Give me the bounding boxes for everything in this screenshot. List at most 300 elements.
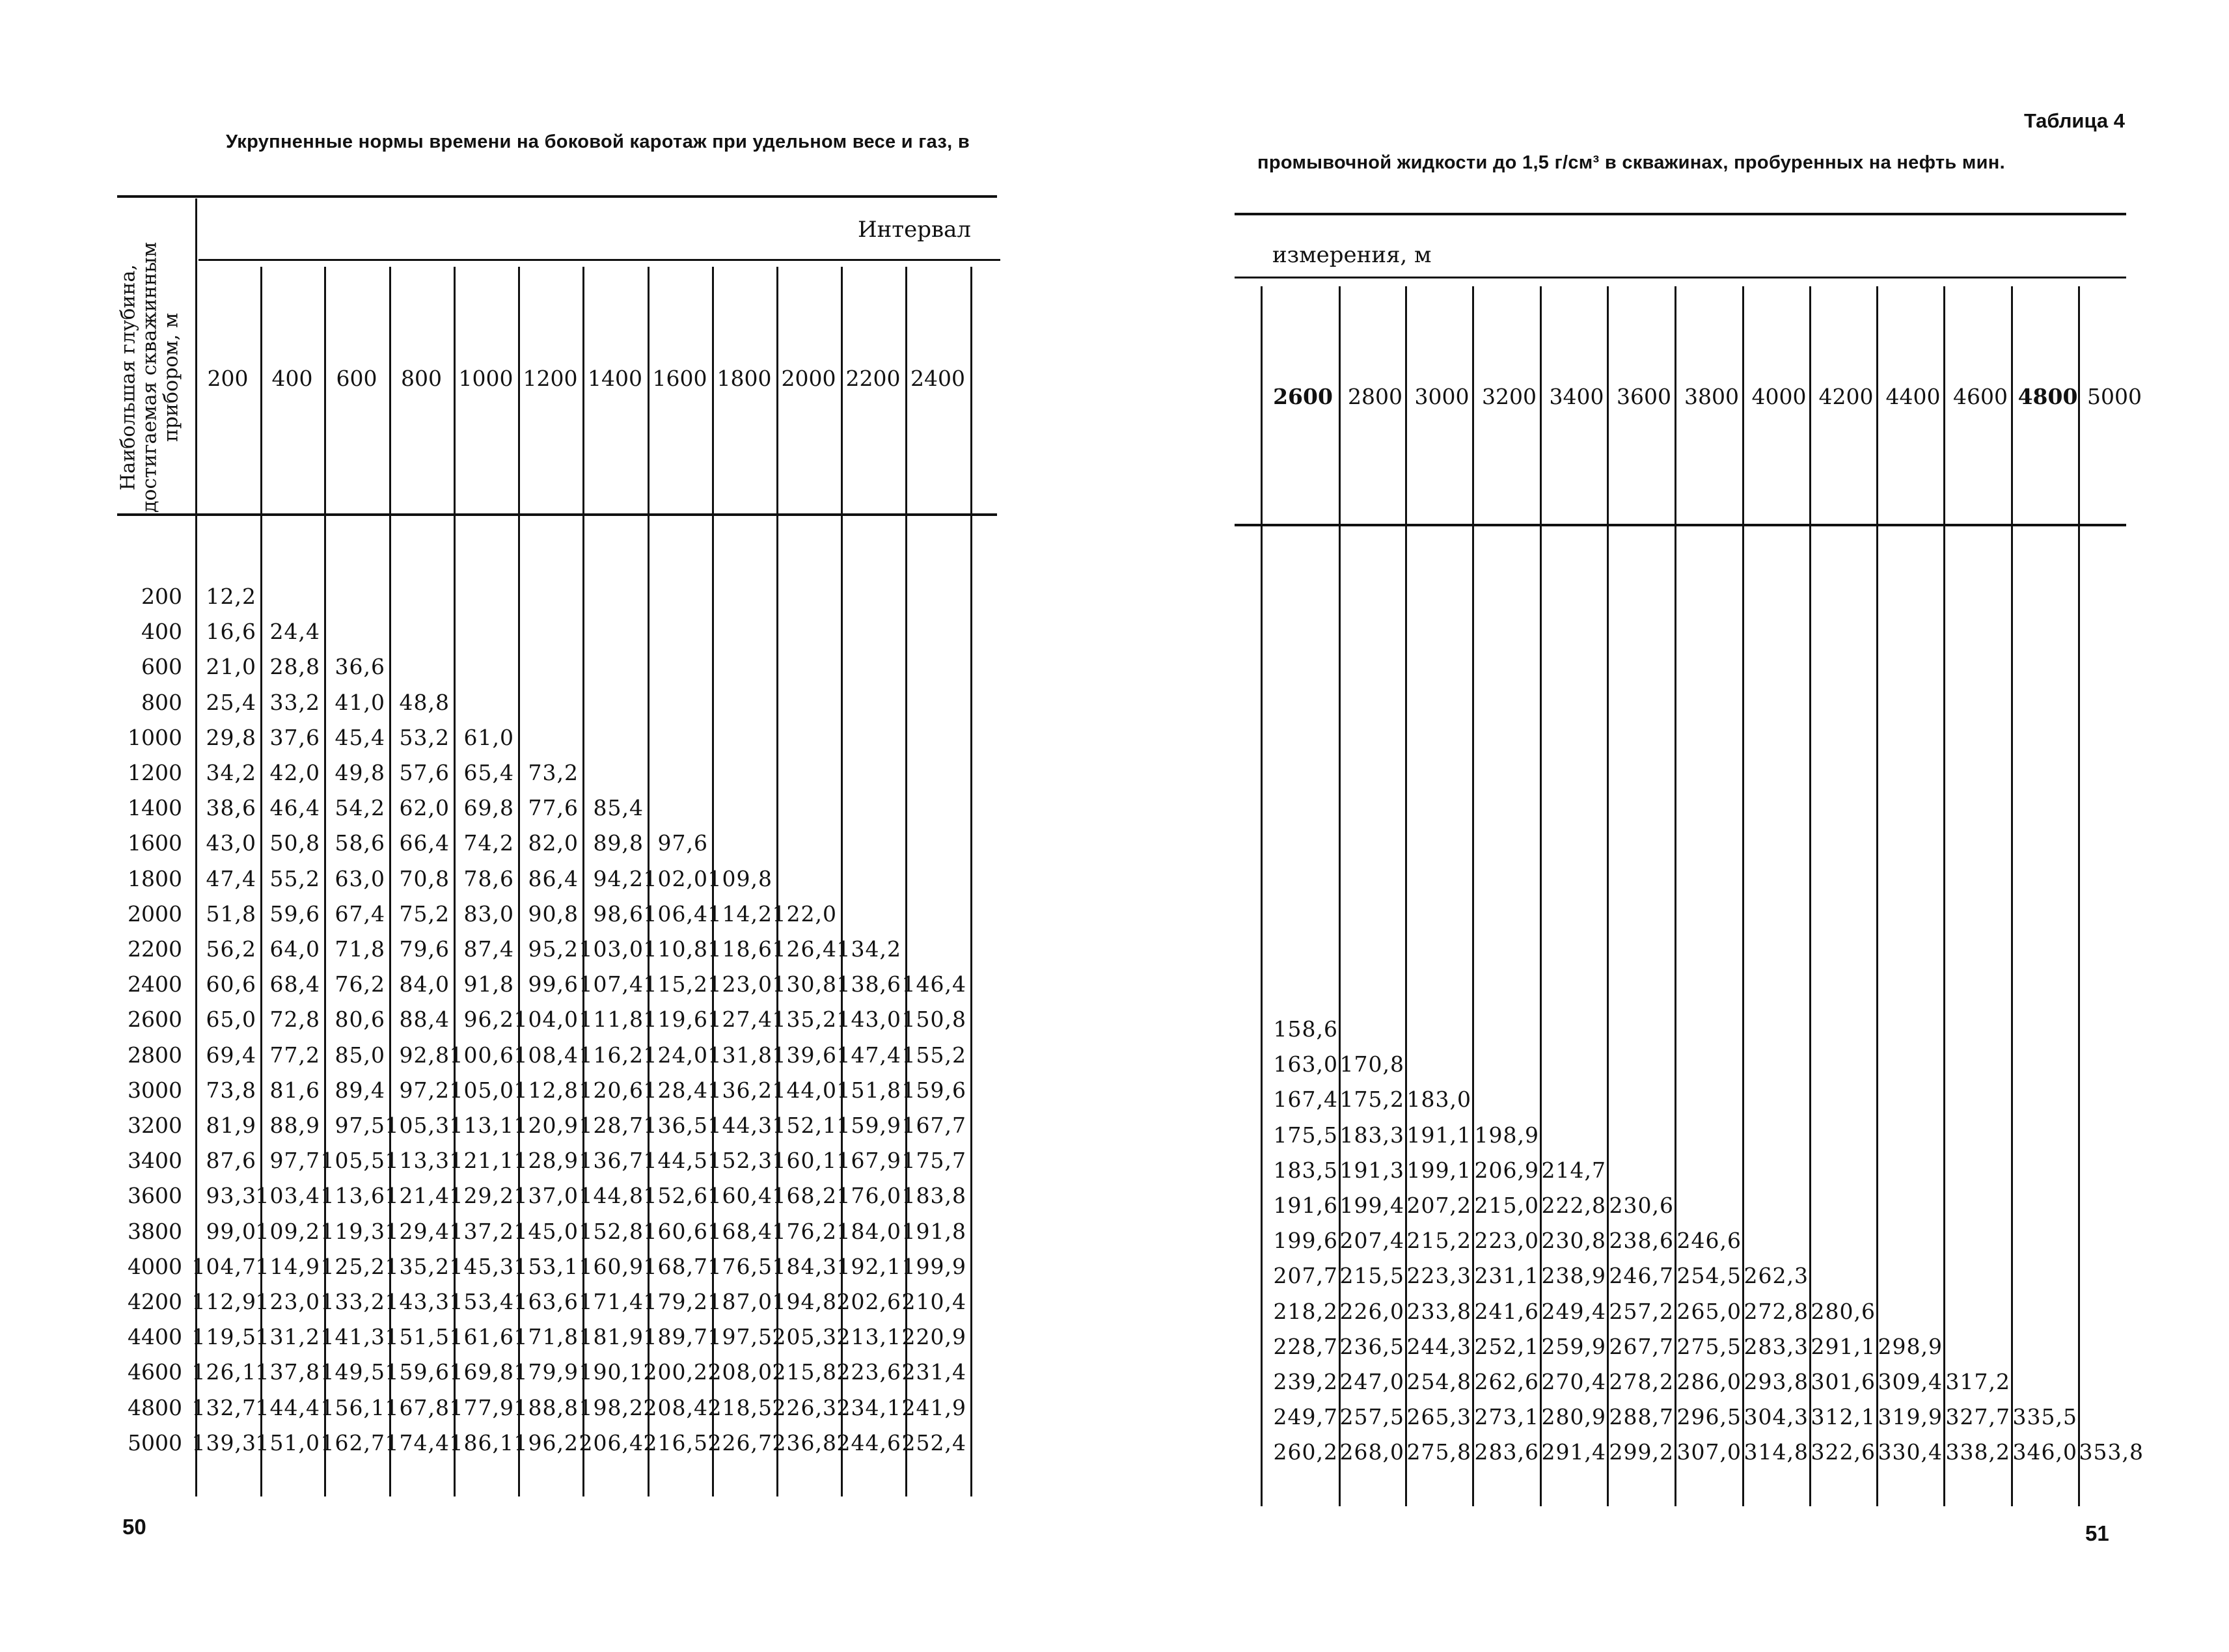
table-cell: 187,0	[707, 1289, 773, 1314]
table-cell: 283,3	[1744, 1333, 1809, 1359]
row-depth: 4400	[128, 1324, 182, 1350]
table-cell: 104,0	[513, 1007, 579, 1033]
table-cell: 144,0	[772, 1077, 837, 1103]
table-cell: 136,2	[707, 1077, 773, 1103]
table-cell: 48,8	[399, 689, 450, 715]
table-cell: 61,0	[463, 724, 514, 750]
table-cell: 84,0	[399, 971, 450, 997]
table-cell: 77,2	[269, 1042, 320, 1068]
table-cell: 247,0	[1339, 1369, 1404, 1394]
table-cell: 89,8	[593, 830, 644, 856]
table-cell: 220,9	[901, 1324, 966, 1350]
table-cell: 85,0	[335, 1042, 385, 1068]
table-cell: 153,1	[513, 1253, 579, 1279]
table-cell: 137,0	[513, 1183, 579, 1209]
table-cell: 50,8	[269, 830, 320, 856]
column-header: 3600	[1617, 384, 1671, 409]
table-cell: 170,8	[1339, 1051, 1404, 1077]
table-cell: 107,4	[579, 971, 644, 997]
table-cell: 288,7	[1609, 1404, 1674, 1430]
table-cell: 198,2	[579, 1394, 644, 1420]
table-cell: 121,1	[449, 1148, 514, 1174]
row-depth: 1200	[128, 760, 182, 785]
table-cell: 175,2	[1339, 1087, 1404, 1113]
table-cell: 177,9	[449, 1394, 514, 1420]
table-cell: 167,7	[901, 1113, 966, 1138]
table-cell: 338,2	[1945, 1439, 2010, 1465]
table-cell: 223,3	[1406, 1263, 1471, 1289]
table-cell: 206,9	[1474, 1157, 1539, 1183]
table-cell: 121,4	[385, 1183, 450, 1209]
column-header: 5000	[2087, 384, 2142, 409]
column-header: 4000	[1751, 384, 1807, 409]
row-depth: 800	[141, 689, 182, 715]
table-cell: 249,4	[1541, 1298, 1606, 1324]
column-header: 1800	[717, 366, 772, 391]
table-cell: 236,8	[772, 1429, 837, 1456]
table-cell: 280,9	[1541, 1404, 1606, 1430]
stub-header-text: Наибольшая глубина, достигаемая скважинным прибором, м	[116, 241, 183, 513]
rule-interval	[1235, 277, 2126, 278]
table-cell: 73,2	[528, 760, 579, 785]
table-cell: 236,5	[1339, 1333, 1404, 1359]
column-header: 3800	[1684, 384, 1739, 409]
table-cell: 322,6	[1811, 1439, 1876, 1465]
table-cell: 144,3	[707, 1113, 773, 1138]
table-cell: 127,4	[707, 1007, 773, 1033]
table-cell: 296,5	[1676, 1404, 1742, 1430]
table-cell: 47,4	[206, 865, 256, 891]
table-cell: 176,0	[836, 1183, 901, 1209]
row-depth: 2600	[128, 1007, 182, 1033]
table-cell: 233,8	[1406, 1298, 1471, 1324]
table-cell: 259,9	[1541, 1333, 1606, 1359]
table-cell: 41,0	[335, 689, 385, 715]
table-cell: 134,2	[836, 936, 901, 962]
table-cell: 133,2	[320, 1289, 385, 1314]
table-cell: 265,0	[1676, 1298, 1742, 1324]
row-depth: 4800	[128, 1394, 182, 1420]
table-cell: 130,8	[772, 971, 837, 997]
column-header: 800	[401, 366, 442, 391]
table-cell: 191,3	[1339, 1157, 1404, 1183]
table-cell: 65,4	[463, 760, 514, 785]
table-cell: 230,6	[1609, 1193, 1674, 1218]
table-cell: 128,9	[513, 1148, 579, 1174]
table-cell: 179,2	[643, 1289, 708, 1314]
table-cell: 244,3	[1406, 1333, 1471, 1359]
table-cell: 123,0	[707, 971, 773, 997]
table-cell: 56,2	[206, 936, 256, 962]
column-header: 3200	[1482, 384, 1537, 409]
right-page	[1114, 0, 2229, 1652]
table-cell: 199,4	[1339, 1193, 1404, 1218]
table-cell: 198,9	[1474, 1122, 1539, 1148]
table-cell: 87,4	[463, 936, 514, 962]
row-depth: 3800	[128, 1218, 182, 1244]
table-cell: 160,9	[579, 1253, 644, 1279]
row-depth: 3200	[128, 1113, 182, 1138]
column-header: 2000	[781, 366, 836, 391]
table-cell: 186,1	[449, 1429, 514, 1456]
table-cell: 155,2	[901, 1042, 966, 1068]
table-cell: 136,7	[579, 1148, 644, 1174]
table-cell: 160,1	[772, 1148, 837, 1174]
table-number: Таблица 4	[2023, 109, 2125, 132]
table-cell: 267,7	[1609, 1333, 1674, 1359]
table-cell: 45,4	[335, 724, 385, 750]
table-cell: 241,9	[901, 1394, 966, 1420]
table-cell: 168,7	[643, 1253, 708, 1279]
table-cell: 116,2	[579, 1042, 644, 1068]
table-cell: 160,4	[707, 1183, 773, 1209]
table-cell: 205,3	[772, 1324, 837, 1350]
table-cell: 113,1	[449, 1113, 514, 1138]
table-cell: 97,5	[335, 1113, 385, 1138]
table-cell: 159,6	[385, 1359, 450, 1385]
table-cell: 95,2	[528, 936, 579, 962]
table-cell: 103,4	[255, 1183, 320, 1209]
page-number-right: 51	[2085, 1521, 2109, 1545]
table-cell: 97,2	[399, 1077, 450, 1103]
table-cell: 175,5	[1273, 1122, 1338, 1148]
table-cell: 75,2	[399, 900, 450, 927]
table-cell: 99,6	[528, 971, 579, 997]
table-cell: 160,6	[643, 1218, 708, 1244]
table-cell: 254,5	[1676, 1263, 1742, 1289]
table-cell: 145,0	[513, 1218, 579, 1244]
page-number-left: 50	[122, 1515, 146, 1539]
table-cell: 110,8	[643, 936, 708, 962]
table-cell: 273,1	[1474, 1404, 1539, 1430]
table-cell: 78,6	[463, 865, 514, 891]
table-cell: 197,5	[707, 1324, 773, 1350]
table-cell: 68,4	[269, 971, 320, 997]
table-cell: 69,8	[463, 795, 514, 821]
table-cell: 119,3	[320, 1218, 385, 1244]
table-cell: 74,2	[463, 830, 514, 856]
table-cell: 191,1	[1406, 1122, 1471, 1148]
table-cell: 304,3	[1744, 1404, 1809, 1430]
table-cell: 234,1	[836, 1394, 901, 1420]
table-cell: 293,8	[1744, 1369, 1809, 1394]
table-cell: 199,9	[901, 1253, 966, 1279]
table-cell: 215,2	[1406, 1228, 1471, 1254]
table-cell: 299,2	[1609, 1439, 1674, 1465]
table-cell: 171,4	[579, 1289, 644, 1314]
column-header: 1600	[652, 366, 707, 391]
row-depth: 2000	[128, 900, 182, 927]
table-cell: 59,6	[269, 900, 320, 927]
table-cell: 202,6	[836, 1289, 901, 1314]
table-cell: 114,2	[707, 900, 773, 927]
table-cell: 81,6	[269, 1077, 320, 1103]
table-cell: 151,0	[255, 1429, 320, 1456]
table-cell: 283,6	[1474, 1439, 1539, 1465]
table-cell: 91,8	[463, 971, 514, 997]
table-cell: 34,2	[206, 760, 256, 785]
table-cell: 119,5	[191, 1324, 256, 1350]
column-header: 2800	[1348, 384, 1402, 409]
table-cell: 129,4	[385, 1218, 450, 1244]
rule-interval	[198, 259, 1000, 261]
table-cell: 214,7	[1541, 1157, 1606, 1183]
table-cell: 346,0	[2012, 1439, 2077, 1465]
table-cell: 327,7	[1945, 1404, 2010, 1430]
table-cell: 262,6	[1474, 1369, 1539, 1394]
row-depth: 1800	[128, 865, 182, 891]
table-cell: 64,0	[269, 936, 320, 962]
table-cell: 231,1	[1474, 1263, 1539, 1289]
rule-header-bottom	[1235, 524, 2126, 526]
table-cell: 16,6	[206, 619, 256, 645]
table-cell: 213,1	[836, 1324, 901, 1350]
table-cell: 67,4	[335, 900, 385, 927]
column-rule	[2078, 286, 2080, 1506]
table-cell: 58,6	[335, 830, 385, 856]
table-cell: 103,0	[579, 936, 644, 962]
table-cell: 222,8	[1541, 1193, 1606, 1218]
table-cell: 90,8	[528, 900, 579, 927]
table-cell: 25,4	[206, 689, 256, 715]
table-cell: 36,6	[335, 654, 385, 680]
table-cell: 199,1	[1406, 1157, 1471, 1183]
table-cell: 249,7	[1273, 1404, 1338, 1430]
table-cell: 153,4	[449, 1289, 514, 1314]
table-cell: 335,5	[2012, 1404, 2077, 1430]
table-cell: 192,1	[836, 1253, 901, 1279]
row-depth: 3600	[128, 1183, 182, 1209]
table-cell: 280,6	[1811, 1298, 1876, 1324]
table-cell: 218,5	[707, 1394, 773, 1420]
table-cell: 167,4	[1273, 1087, 1338, 1113]
table-cell: 189,7	[643, 1324, 708, 1350]
table-cell: 137,2	[449, 1218, 514, 1244]
table-cell: 268,0	[1339, 1439, 1404, 1465]
table-cell: 150,8	[901, 1007, 966, 1033]
table-cell: 119,6	[643, 1007, 708, 1033]
interval-label: Интервал	[858, 217, 972, 243]
table-cell: 257,2	[1609, 1298, 1674, 1324]
table-cell: 238,6	[1609, 1228, 1674, 1254]
table-cell: 272,8	[1744, 1298, 1809, 1324]
table-cell: 87,6	[206, 1148, 256, 1174]
table-cell: 139,6	[772, 1042, 837, 1068]
table-cell: 113,3	[385, 1148, 450, 1174]
table-cell: 151,5	[385, 1324, 450, 1350]
table-cell: 223,6	[836, 1359, 901, 1385]
table-cell: 207,4	[1339, 1228, 1404, 1254]
table-cell: 319,9	[1878, 1404, 1943, 1430]
table-cell: 105,5	[320, 1148, 385, 1174]
table-cell: 69,4	[206, 1042, 256, 1068]
table-cell: 141,3	[320, 1324, 385, 1350]
table-cell: 176,2	[772, 1218, 837, 1244]
table-cell: 183,0	[1406, 1087, 1471, 1113]
table-cell: 194,8	[772, 1289, 837, 1314]
table-cell: 159,6	[901, 1077, 966, 1103]
row-depth: 4600	[128, 1359, 182, 1385]
table-cell: 257,5	[1339, 1404, 1404, 1430]
table-cell: 163,0	[1273, 1051, 1338, 1077]
table-cell: 168,2	[772, 1183, 837, 1209]
table-cell: 71,8	[335, 936, 385, 962]
table-cell: 307,0	[1676, 1439, 1742, 1465]
row-depth: 3400	[128, 1148, 182, 1174]
table-cell: 183,3	[1339, 1122, 1404, 1148]
column-header: 4200	[1818, 384, 1874, 409]
table-cell: 111,8	[579, 1007, 644, 1033]
table-cell: 82,0	[528, 830, 579, 856]
table-cell: 275,5	[1676, 1333, 1742, 1359]
table-cell: 100,6	[449, 1042, 514, 1068]
table-cell: 230,8	[1541, 1228, 1606, 1254]
table-cell: 317,2	[1945, 1369, 2010, 1394]
table-cell: 176,5	[707, 1253, 773, 1279]
table-cell: 136,5	[643, 1113, 708, 1138]
table-cell: 181,9	[579, 1324, 644, 1350]
table-cell: 83,0	[463, 900, 514, 927]
table-cell: 135,2	[772, 1007, 837, 1033]
table-cell: 210,4	[901, 1289, 966, 1314]
table-cell: 168,4	[707, 1218, 773, 1244]
table-cell: 216,5	[643, 1429, 708, 1456]
table-cell: 49,8	[335, 760, 385, 785]
table-cell: 57,6	[399, 760, 450, 785]
row-depth: 200	[141, 584, 182, 609]
table-cell: 122,0	[772, 900, 837, 927]
table-cell: 42,0	[269, 760, 320, 785]
table-cell: 291,4	[1541, 1439, 1606, 1465]
table-cell: 270,4	[1541, 1369, 1606, 1394]
table-cell: 33,2	[269, 689, 320, 715]
table-cell: 208,4	[643, 1394, 708, 1420]
table-cell: 97,7	[269, 1148, 320, 1174]
table-cell: 115,2	[643, 971, 708, 997]
table-title-part1: Укрупненные нормы времени на боковой каротаж при удельном весе и газ, в	[226, 131, 970, 152]
rule-top	[117, 195, 997, 198]
table-cell: 79,6	[399, 936, 450, 962]
table-cell: 126,1	[191, 1359, 256, 1385]
table-cell: 226,0	[1339, 1298, 1404, 1324]
row-depth: 1000	[128, 724, 182, 750]
table-cell: 169,8	[449, 1359, 514, 1385]
table-cell: 144,5	[643, 1148, 708, 1174]
row-depth: 4200	[128, 1289, 182, 1314]
table-cell: 200,2	[643, 1359, 708, 1385]
table-cell: 86,4	[528, 865, 579, 891]
table-cell: 139,3	[191, 1429, 256, 1456]
table-cell: 208,0	[707, 1359, 773, 1385]
table-cell: 146,4	[901, 971, 966, 997]
table-cell: 24,4	[269, 619, 320, 645]
table-cell: 102,0	[643, 865, 708, 891]
table-cell: 179,9	[513, 1359, 579, 1385]
table-cell: 55,2	[269, 865, 320, 891]
table-cell: 43,0	[206, 830, 256, 856]
table-cell: 265,3	[1406, 1404, 1471, 1430]
table-cell: 12,2	[206, 584, 256, 609]
table-cell: 151,8	[836, 1077, 901, 1103]
table-cell: 246,6	[1676, 1228, 1742, 1254]
table-cell: 147,4	[836, 1042, 901, 1068]
row-depth: 2800	[128, 1042, 182, 1068]
column-header: 200	[207, 366, 249, 391]
column-rule	[1261, 286, 1263, 1506]
row-depth: 400	[141, 619, 182, 645]
table-cell: 275,8	[1406, 1439, 1471, 1465]
table-cell: 262,3	[1744, 1263, 1809, 1289]
table-cell: 92,8	[399, 1042, 450, 1068]
table-cell: 163,6	[513, 1289, 579, 1314]
table-cell: 183,8	[901, 1183, 966, 1209]
column-header: 2400	[910, 366, 965, 391]
table-cell: 131,2	[255, 1324, 320, 1350]
table-cell: 353,8	[2079, 1439, 2144, 1465]
table-cell: 252,4	[901, 1429, 966, 1456]
table-cell: 114,9	[255, 1253, 320, 1279]
table-cell: 218,2	[1273, 1298, 1338, 1324]
table-cell: 171,8	[513, 1324, 579, 1350]
column-header: 1200	[523, 366, 578, 391]
table-cell: 81,9	[206, 1113, 256, 1138]
table-cell: 135,2	[385, 1253, 450, 1279]
table-cell: 53,2	[399, 724, 450, 750]
table-cell: 191,6	[1273, 1193, 1338, 1218]
table-cell: 260,2	[1273, 1439, 1338, 1465]
row-depth: 2400	[128, 971, 182, 997]
table-cell: 330,4	[1878, 1439, 1943, 1465]
table-cell: 65,0	[206, 1007, 256, 1033]
table-cell: 162,7	[320, 1429, 385, 1456]
table-cell: 108,4	[513, 1042, 579, 1068]
table-cell: 129,2	[449, 1183, 514, 1209]
table-cell: 156,1	[320, 1394, 385, 1420]
table-cell: 96,2	[463, 1007, 514, 1033]
table-cell: 241,6	[1474, 1298, 1539, 1324]
table-cell: 97,6	[657, 830, 708, 856]
row-depth: 4000	[128, 1253, 182, 1279]
rule-header-bottom	[117, 513, 997, 516]
table-cell: 286,0	[1676, 1369, 1742, 1394]
table-cell: 226,7	[707, 1429, 773, 1456]
table-cell: 246,7	[1609, 1263, 1674, 1289]
table-cell: 312,1	[1811, 1404, 1876, 1430]
table-cell: 314,8	[1744, 1439, 1809, 1465]
table-cell: 120,6	[579, 1077, 644, 1103]
table-cell: 112,9	[191, 1289, 256, 1314]
table-cell: 301,6	[1811, 1369, 1876, 1394]
table-cell: 207,2	[1406, 1193, 1471, 1218]
row-depth: 600	[141, 654, 182, 680]
table-cell: 76,2	[335, 971, 385, 997]
table-cell: 88,9	[269, 1113, 320, 1138]
table-cell: 175,7	[901, 1148, 966, 1174]
table-cell: 309,4	[1878, 1369, 1943, 1394]
table-cell: 167,9	[836, 1148, 901, 1174]
row-depth: 1600	[128, 830, 182, 856]
table-cell: 124,0	[643, 1042, 708, 1068]
table-cell: 38,6	[206, 795, 256, 821]
table-cell: 131,8	[707, 1042, 773, 1068]
table-cell: 94,2	[593, 865, 644, 891]
table-cell: 149,5	[320, 1359, 385, 1385]
table-cell: 207,7	[1273, 1263, 1338, 1289]
table-cell: 37,6	[269, 724, 320, 750]
table-cell: 89,4	[335, 1077, 385, 1103]
table-cell: 123,0	[255, 1289, 320, 1314]
table-cell: 231,4	[901, 1359, 966, 1385]
